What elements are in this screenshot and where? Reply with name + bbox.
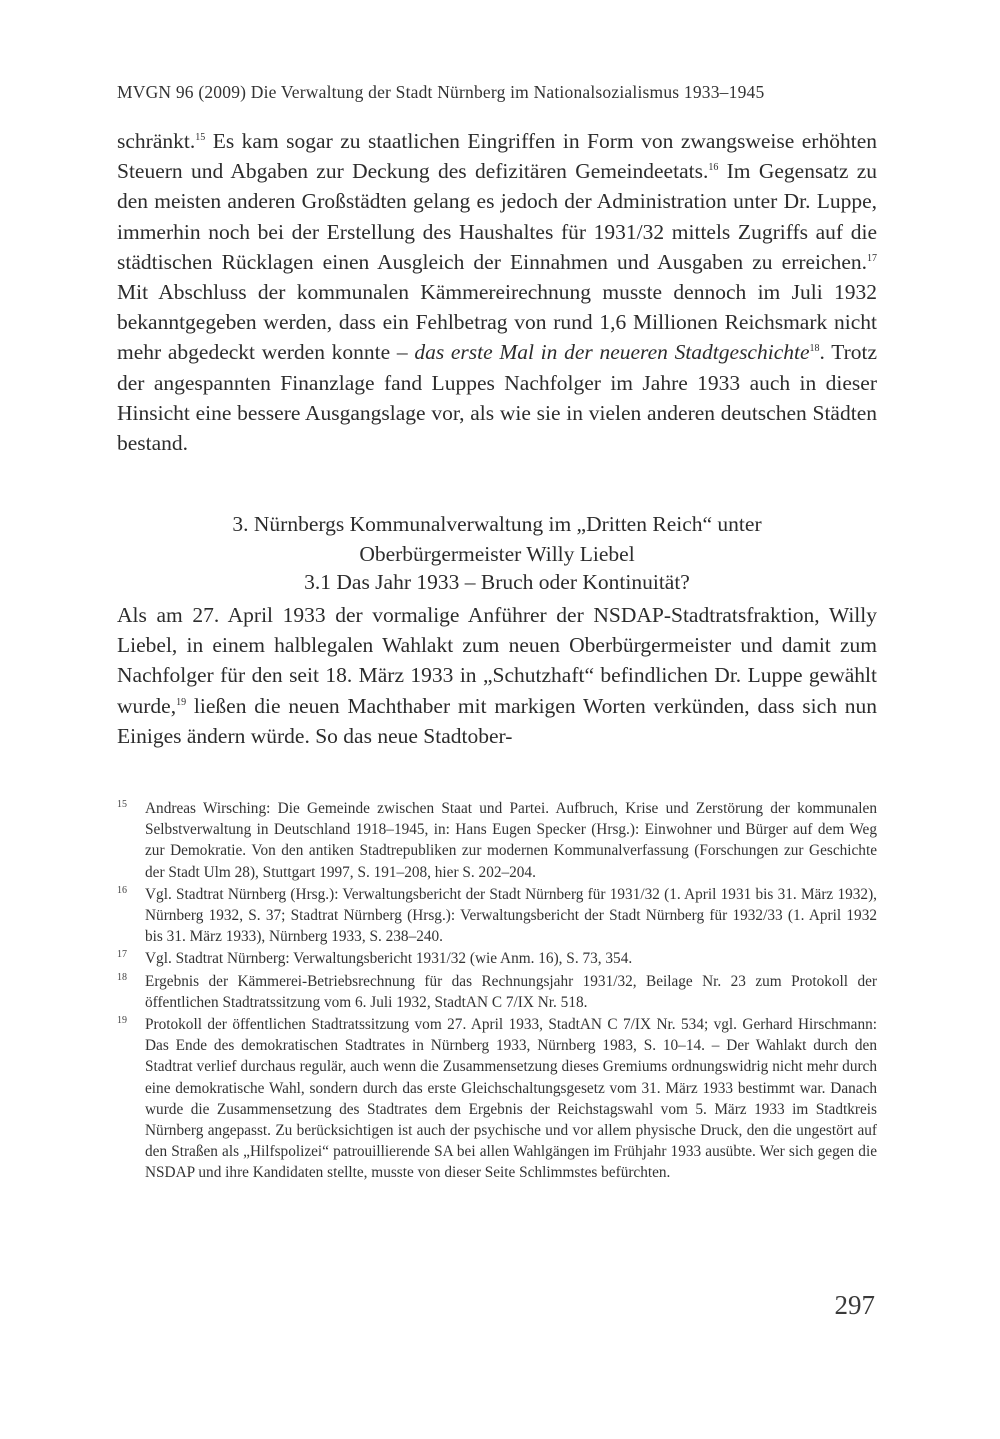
footnote bbox=[117, 884, 877, 948]
footnote-number: 16 bbox=[117, 884, 127, 896]
footnote-text: Andreas Wirsching: Die Gemeinde zwischen Staat und Partei. Aufbruch, Krise und Zerstörung der kommunalen Selbstverwaltung in Deutschland 1918–1945, in: Hans Eugen Specker (Hrsg.): Einwohner und Bürger auf dem Weg zur Demokratie. Von den antiken Stadtrepubliken zur modernen Kommunalverfassung (Forschungen zur Geschichte der Stadt Ulm 28), Stuttgart 1997, S. 191–208, hier S. 202–204. bbox=[145, 800, 877, 881]
paragraph-1-italic-quote: das erste Mal in der neueren Stadtgeschichte bbox=[414, 340, 810, 365]
section-heading bbox=[117, 509, 877, 569]
paragraph-1-text-e: . Trotz der angespannten Finanzlage fand Luppes Nachfolger im Jahre 1933 auch in dieser Hinsicht eine bessere Ausgangslage vor, als wie sie in vielen anderen deutschen Städten bestand. bbox=[117, 340, 877, 456]
footnote-number: 15 bbox=[117, 799, 127, 810]
footnote-text: Protokoll der öffentlichen Stadtratssitzung vom 27. April 1933, StadtAN C 7/IX Nr. 534; vgl. Gerhard Hirschmann: Das Ende des demokratischen Stadtrates in Nürnberg 1933, Nürnberg 1983, S. 10–14. – Der Wahlakt durch den Stadtrat verlief durchaus regulär, auch wenn die Zusammensetzung dieses Gremiums ordnungswidrig nicht mehr durch eine demokratische Wahl, sondern durch das erste Gleichschaltungsgesetz vom 31. März 1933 bestimmt war. Danach wurde die Zusammensetzung des Stadtrates dem Ergebnis der Reichstagswahl vom 5. März 1933 im Stadtkreis Nürnberg angepasst. Zu berücksichtigen ist auch der psychische und vor allem physische Druck, den die ungestört auf den Straßen als „Hilfspolizei“ patrouillierende SA bei allen Wahlgängen im Frühjahr 1933 ausübte. Wer sich gegen die NSDAP und ihre Kandidaten stellte, musste von dieser Seite Schlimmstes befürchten. bbox=[145, 1016, 877, 1182]
subsection-heading: 3.1 Das Jahr 1933 – Bruch oder Kontinuität? bbox=[304, 570, 690, 594]
paragraph-1 bbox=[117, 126, 877, 458]
footnote-ref-18[interactable]: 18 bbox=[809, 343, 820, 355]
footnotes bbox=[117, 798, 877, 1185]
footnote bbox=[117, 1014, 877, 1184]
paragraph-2-text-b: ließen die neuen Machthaber mit markigen Worten verkünden, dass sich nun Einiges ändern würde. So das neue Stadtober- bbox=[117, 693, 877, 748]
footnote-text: Vgl. Stadtrat Nürnberg: Verwaltungsbericht 1931/32 (wie Anm. 16), S. 73, 354. bbox=[145, 950, 633, 968]
footnote bbox=[117, 948, 877, 969]
running-head: MVGN 96 (2009) Die Verwaltung der Stadt Nürnberg im Nationalsozialismus 1933–1945 bbox=[117, 82, 765, 102]
footnote bbox=[117, 971, 877, 1013]
footnote-ref-16[interactable]: 16 bbox=[708, 162, 719, 174]
footnote-number: 18 bbox=[117, 971, 127, 983]
section-heading-line-1: 3. Nürnbergs Kommunalverwaltung im „Dritten Reich“ unter bbox=[232, 512, 762, 536]
footnote bbox=[117, 798, 877, 883]
footnote-number: 19 bbox=[117, 1015, 127, 1027]
page-number: 297 bbox=[834, 1290, 875, 1320]
paragraph-2-text-a: Als am 27. April 1933 der vormalige Anführer der NSDAP-Stadtratsfraktion, Willy Liebel, in einem halblegalen Wahlakt zum neuen Oberbürgermeister und damit zum Nachfolger für den seit 18. März 1933 in „Schutzhaft“ befindlichen Dr. Luppe gewählt wurde, bbox=[117, 603, 877, 718]
paragraph-2 bbox=[117, 600, 877, 751]
footnote-ref-15[interactable]: 15 bbox=[195, 131, 206, 143]
paragraph-1-text-c: Im Gegensatz zu den meisten anderen Großstädten gelang es jedoch der Administration unter Dr. Luppe, immerhin noch bei der Erstellung des Haushaltes für 1931/32 mittels Zugriffs auf die städtischen Rücklagen einen Ausgleich der Einnahmen und Ausgaben zu erreichen. bbox=[117, 159, 877, 274]
footnote-ref-19[interactable]: 19 bbox=[176, 696, 187, 708]
footnote-text: Ergebnis der Kämmerei-Betriebsrechnung für das Rechnungsjahr 1931/32, Beilage Nr. 23 zum Protokoll der öffentlichen Stadtratssitzung vom 6. Juli 1932, StadtAN C 7/IX Nr. 518. bbox=[145, 972, 877, 1011]
footnote-number: 17 bbox=[117, 949, 127, 961]
paragraph-1-text-a: schränkt. bbox=[117, 129, 196, 153]
footnote-ref-17[interactable]: 17 bbox=[867, 252, 877, 264]
paragraph-1-text-d: Mit Abschluss der kommunalen Kämmereirechnung musste dennoch im Juli 1932 bekanntgegeben werden, dass ein Fehlbetrag von rund 1,6 Millionen Reichsmark nicht mehr abgedeckt werden konnte – bbox=[117, 280, 877, 365]
section-heading-line-2: Oberbürgermeister Willy Liebel bbox=[359, 542, 635, 566]
paragraph-1-text-b: Es kam sogar zu staatlichen Eingriffen in Form von zwangsweise erhöhten Steuern und Abgaben zur Deckung des defizitären Gemeindeetats. bbox=[117, 129, 877, 184]
footnote-text: Vgl. Stadtrat Nürnberg (Hrsg.): Verwaltungsbericht der Stadt Nürnberg für 1931/32 (1. April 1931 bis 31. März 1932), Nürnberg 1932, S. 37; Stadtrat Nürnberg (Hrsg.): Verwaltungsbericht der Stadt Nürnberg für 1932/33 (1. April 1932 bis 31. März 1933), Nürnberg 1933, S. 238–240. bbox=[145, 885, 877, 946]
